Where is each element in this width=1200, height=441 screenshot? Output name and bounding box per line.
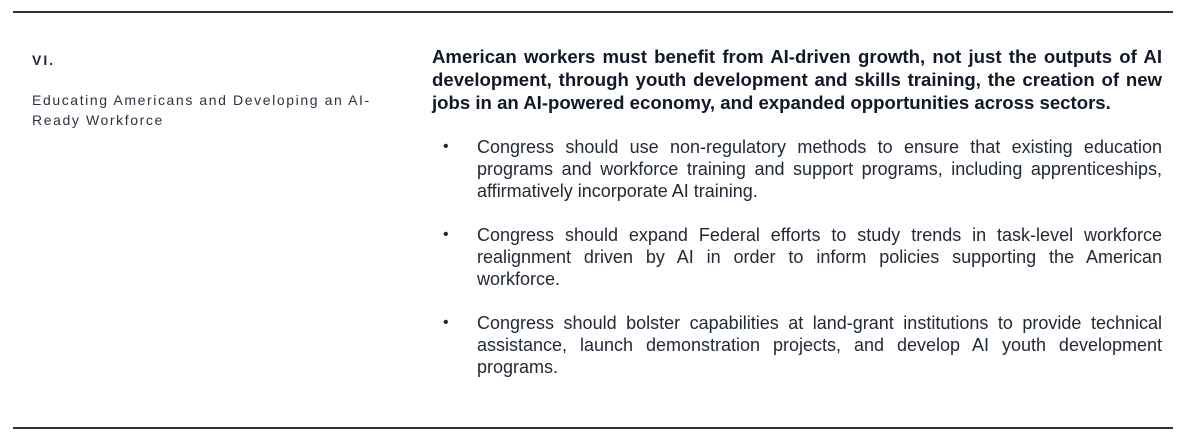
list-item-text: Congress should bolster capabilities at land-grant institutions to provide technical assistance, launch demonstration projects, and develop AI youth development programs.: [477, 313, 1162, 377]
recommendation-list: [432, 136, 1162, 400]
bullet-icon: •: [443, 138, 449, 155]
list-item: [432, 312, 1162, 378]
list-item-text: Congress should expand Federal efforts to study trends in task-level workforce realignment driven by AI in order to inform policies supporting the American workforce.: [477, 225, 1162, 289]
list-item: [432, 224, 1162, 290]
section-number: VI.: [32, 52, 56, 68]
top-divider: [13, 11, 1173, 13]
section-title: Educating Americans and Developing an AI-Ready Workforce: [32, 92, 371, 128]
list-item-text: Congress should use non-regulatory methods to ensure that existing education programs and workforce training and support programs, including apprenticeships, affirmatively incorporate AI training.: [477, 137, 1162, 201]
lead-statement: American workers must benefit from AI-driven growth, not just the outputs of AI development, through youth development and skills training, the creation of new jobs in an AI-powered economy, and expanded opportunities across sectors.: [432, 46, 1162, 113]
bullet-icon: •: [443, 314, 449, 331]
bottom-divider: [13, 427, 1173, 429]
list-item: [432, 136, 1162, 202]
bullet-icon: •: [443, 226, 449, 243]
